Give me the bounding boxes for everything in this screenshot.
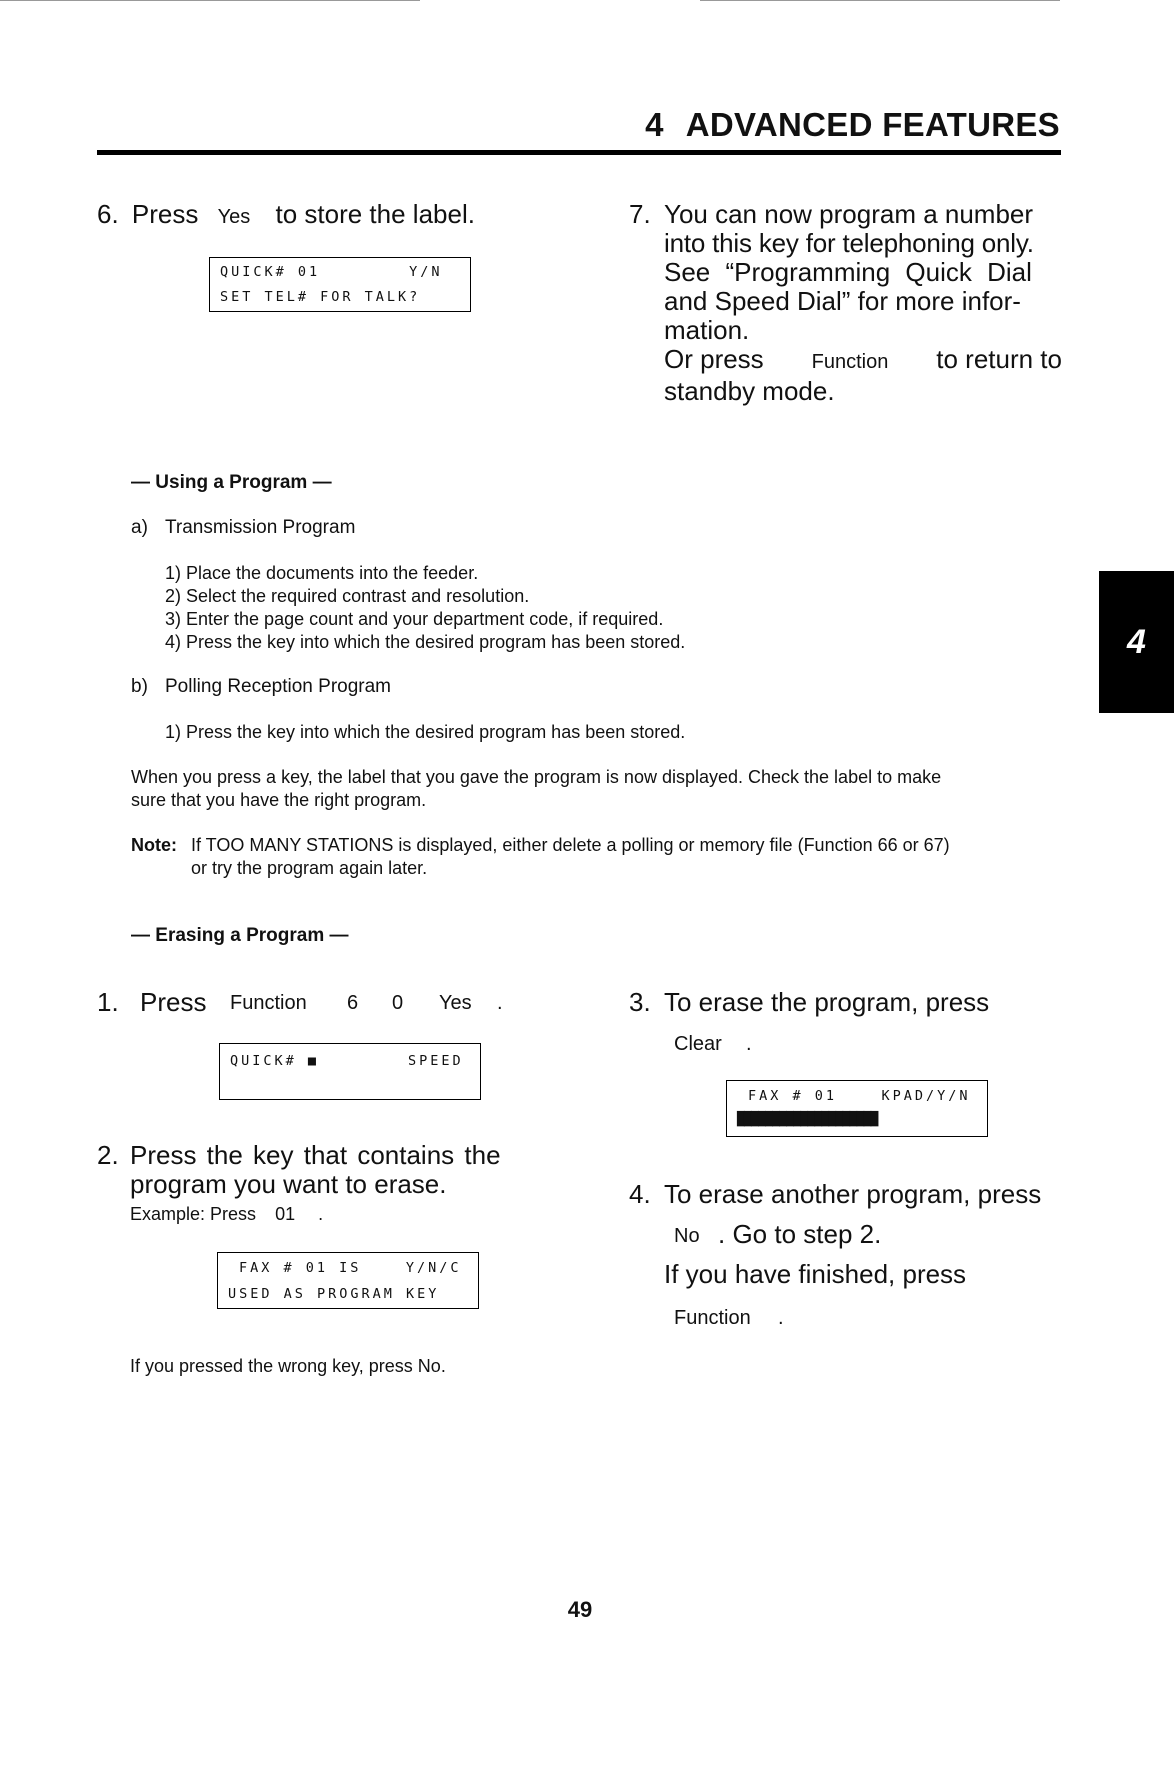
erase-step-3-number: 3.: [629, 987, 651, 1017]
step-text: Press: [140, 987, 207, 1017]
erase-step-1-number: 1.: [97, 987, 119, 1017]
list-item: 2) Select the required contrast and resolution.: [165, 586, 530, 606]
section-heading-using: — Using a Program —: [131, 472, 332, 493]
list-item: 3) Enter the page count and your department code, if required.: [165, 609, 664, 629]
paragraph-label-check: [131, 766, 1063, 812]
period: .: [778, 1307, 784, 1329]
step-text: Press the key that contains the: [130, 1140, 501, 1170]
step-text: To erase the program, press: [664, 987, 990, 1017]
top-edge-line: [0, 0, 420, 1]
key-01: 01: [275, 1204, 296, 1224]
step-text: You can now program a number: [664, 199, 1034, 229]
lcd-line-1-left: QUICK# ■: [230, 1053, 320, 1069]
step-text: If you have finished, press: [664, 1259, 967, 1289]
erase-step-4-number: 4.: [629, 1179, 651, 1209]
step-text: into this key for telephoning only.: [664, 228, 1034, 258]
section-heading-erasing: — Erasing a Program —: [131, 925, 349, 946]
step-text: Or press: [664, 344, 764, 374]
top-edge-line-right: [700, 0, 1060, 1]
step-text-row: [664, 258, 1062, 287]
lcd-line-2: USED AS PROGRAM KEY: [228, 1286, 440, 1302]
erase-step-2-number: 2.: [97, 1140, 119, 1170]
header-rule: [97, 150, 1061, 155]
lcd-display: [217, 1252, 479, 1309]
step-text: To erase another program, press: [664, 1179, 1042, 1209]
page-header: [645, 106, 1060, 144]
transmission-steps: [165, 562, 685, 654]
step-text-row: [664, 345, 1062, 377]
list-label-a: a): [131, 517, 148, 538]
key-clear: Clear: [674, 1033, 722, 1055]
period: .: [746, 1033, 752, 1055]
chapter-number: 4: [645, 106, 664, 143]
period: .: [497, 992, 503, 1014]
paragraph-line: sure that you have the right program.: [131, 790, 427, 810]
note-text: If TOO MANY STATIONS is displayed, either delete a polling or memory file (Function 66 or 67): [191, 835, 950, 855]
lcd-line-2: SET TEL# FOR TALK?: [220, 289, 421, 305]
transmission-program-title: Transmission Program: [165, 517, 356, 538]
key-yes: Yes: [439, 992, 472, 1014]
lcd-line-1: FAX # 01 KPAD/Y/N: [748, 1088, 971, 1104]
list-item: 4) Press the key into which the desired program has been stored.: [165, 632, 686, 652]
lcd-line-1: FAX # 01 IS Y/N/C: [239, 1260, 462, 1276]
page-number: 49: [567, 1597, 593, 1622]
step-number: 6.: [97, 199, 119, 229]
list-item: 1) Place the documents into the feeder.: [165, 563, 479, 583]
list-label-b: b): [131, 676, 148, 697]
step-6: [97, 200, 475, 232]
step-text: . Go to step 2.: [718, 1219, 882, 1249]
lcd-display: [209, 257, 471, 312]
list-item: 1) Press the key into which the desired program has been stored.: [165, 722, 686, 742]
note-label: Note:: [131, 835, 177, 855]
lcd-display: [219, 1043, 481, 1100]
note-text: or try the program again later.: [191, 858, 428, 878]
step-text: to return to: [936, 344, 1062, 374]
key-yes: Yes: [217, 206, 251, 228]
erase-step-2: [130, 1141, 527, 1199]
lcd-display: [726, 1080, 988, 1137]
step-text: program you want to erase.: [130, 1169, 447, 1199]
step-text: mation.: [664, 315, 750, 345]
key-function: Function: [811, 351, 889, 373]
step-7-number: 7.: [629, 199, 651, 229]
key-no: No: [674, 1225, 700, 1247]
step-text: and Speed Dial” for more infor-: [664, 286, 1021, 316]
key-function: Function: [230, 992, 307, 1014]
chapter-title: ADVANCED FEATURES: [685, 106, 1060, 143]
chapter-tab: 4: [1099, 571, 1174, 713]
step-text: Press: [131, 199, 199, 229]
lcd-line-1: QUICK# 01 Y/N: [220, 264, 443, 280]
step-7: [664, 200, 1062, 406]
lcd-cursor-bar: ████████████████████: [737, 1112, 878, 1127]
period: .: [318, 1204, 324, 1224]
example-line: [130, 1203, 323, 1226]
polling-program-title: Polling Reception Program: [165, 676, 392, 697]
key-0: 0: [392, 992, 404, 1014]
step-text: to store the label.: [275, 199, 475, 229]
step-text: See “Programming Quick Dial: [664, 257, 1032, 287]
wrong-key-note: If you pressed the wrong key, press No.: [130, 1356, 446, 1376]
key-function: Function: [674, 1307, 751, 1329]
key-6: 6: [347, 992, 359, 1014]
example-text: Example: Press: [130, 1204, 257, 1224]
lcd-line-1-right: SPEED: [408, 1053, 464, 1069]
step-text: standby mode.: [664, 376, 835, 406]
paragraph-line: When you press a key, the label that you gave the program is now displayed. Check the label to make: [131, 767, 942, 787]
